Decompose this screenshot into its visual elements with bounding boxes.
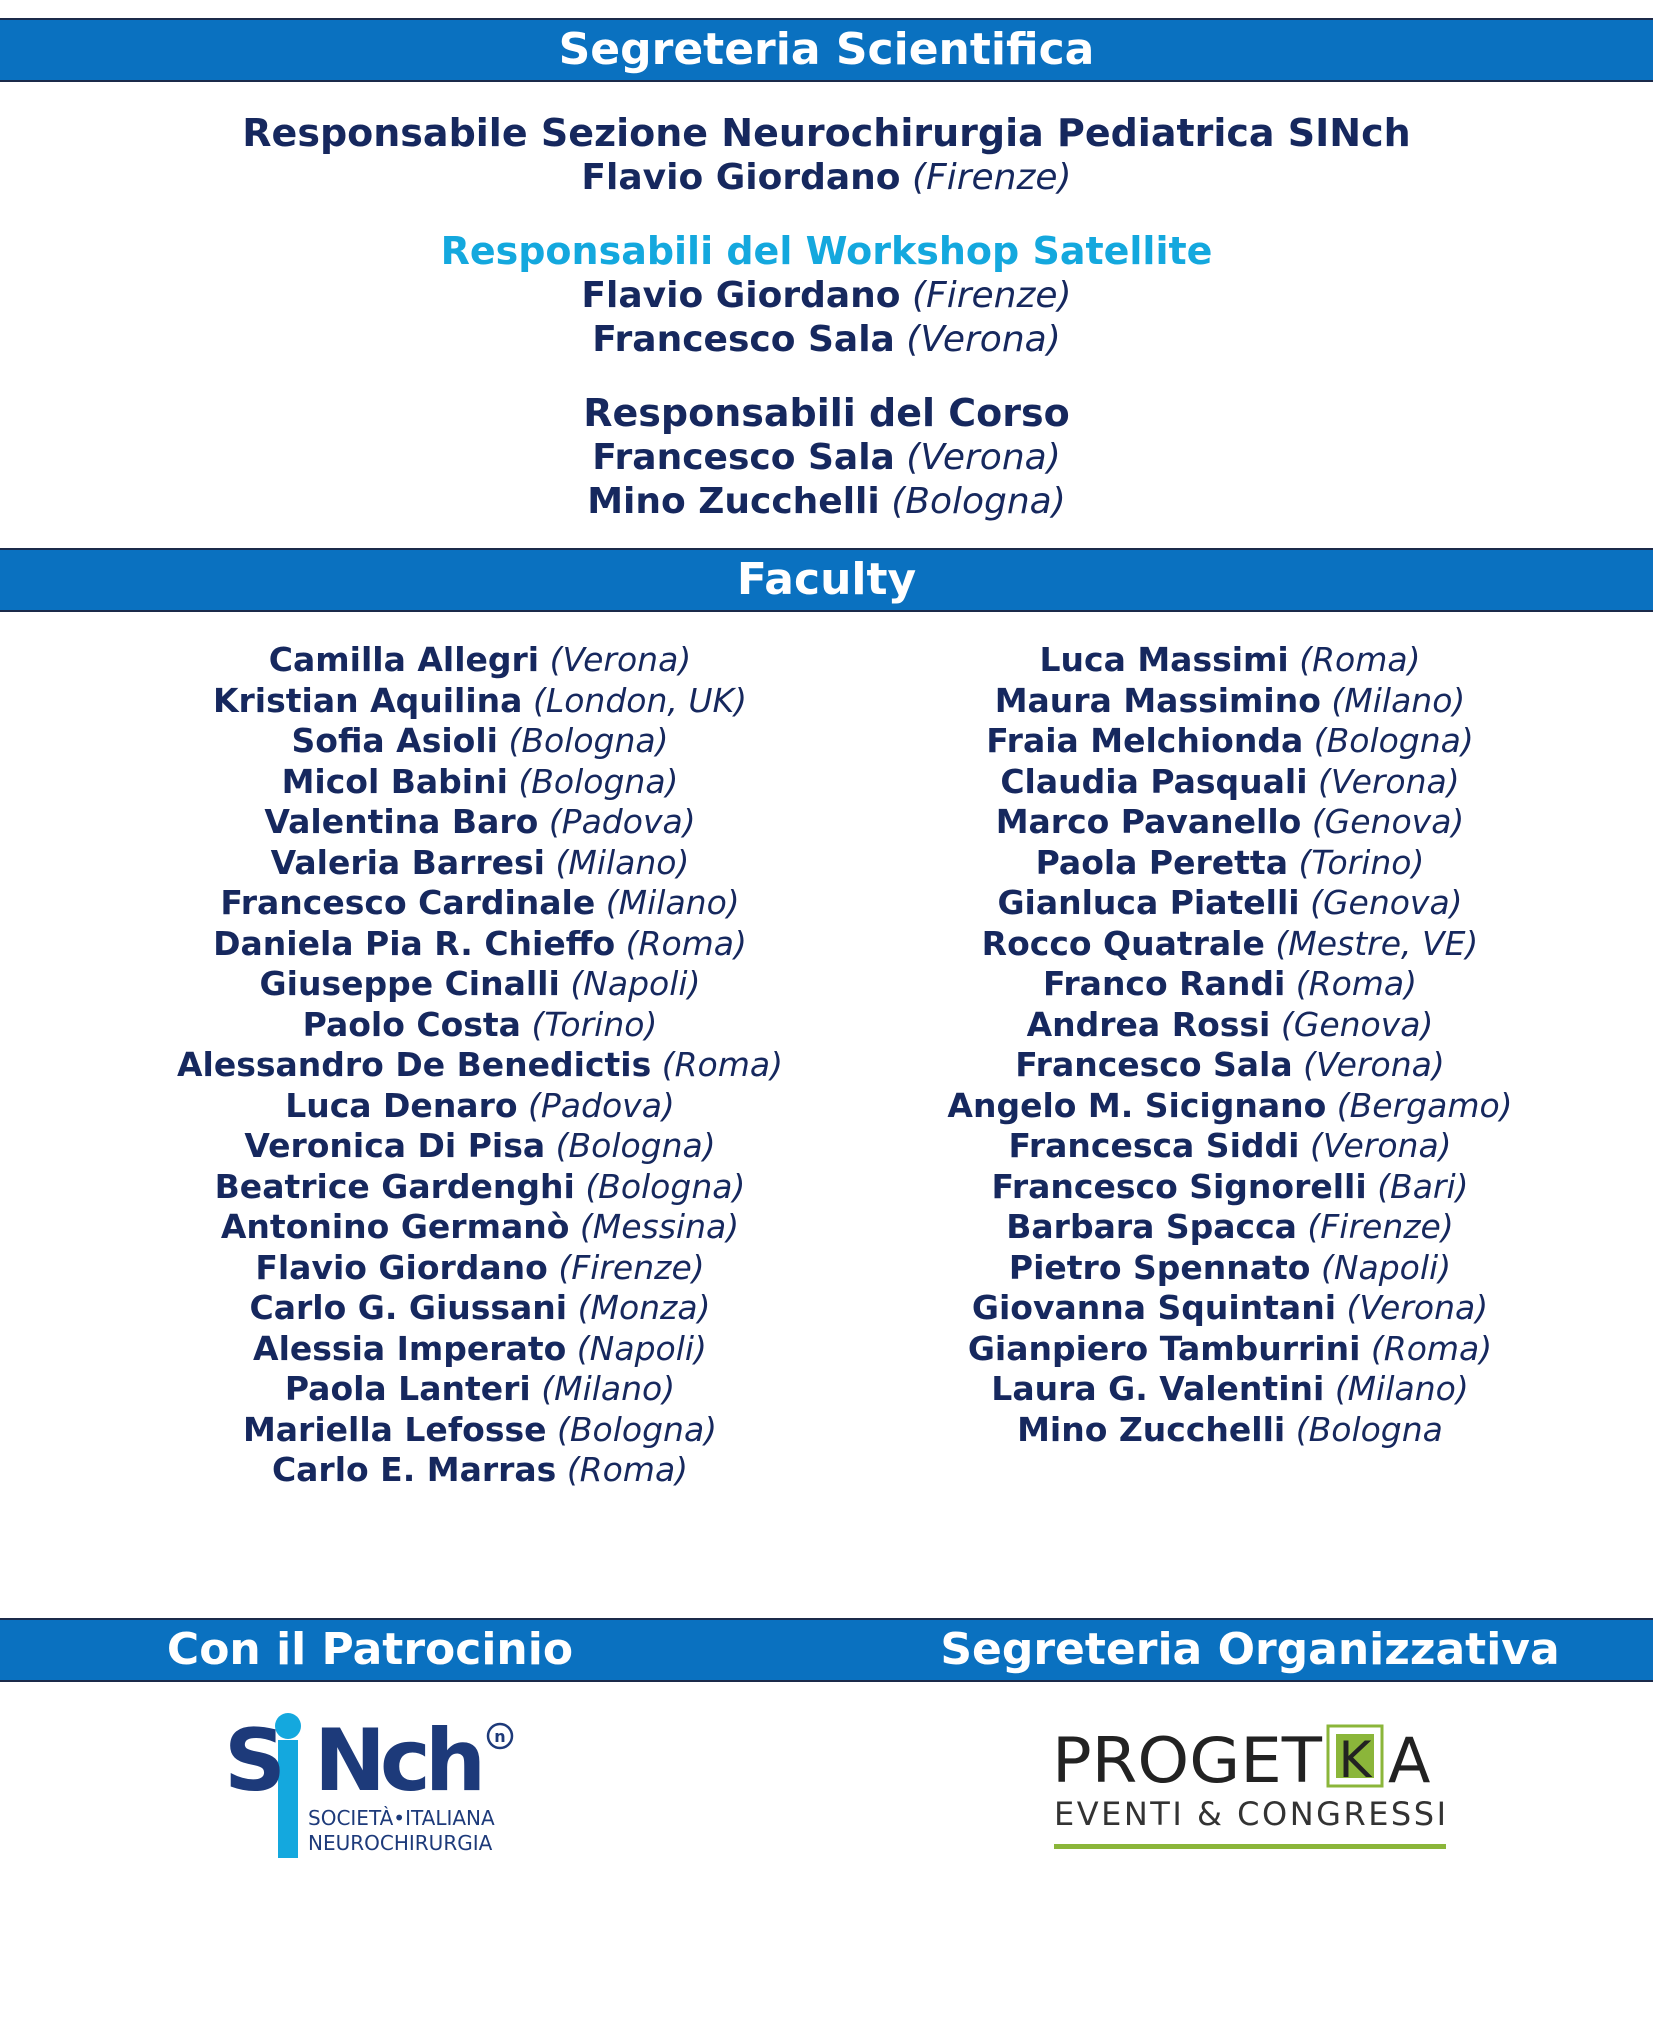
faculty-name: Kristian Aquilina [212, 680, 523, 720]
faculty-name: Maura Massimino [994, 680, 1321, 720]
faculty-name: Carlo G. Giussani [249, 1288, 568, 1327]
faculty-name: Paolo Costa [302, 1004, 521, 1044]
faculty-member [130, 883, 830, 924]
faculty-city: (Roma) [1295, 964, 1418, 1003]
faculty-name: Alessia Imperato [253, 1328, 567, 1368]
faculty-member [880, 883, 1580, 924]
faculty-city: (Roma) [1299, 640, 1421, 679]
faculty-city: (Bologna) [557, 1409, 718, 1449]
faculty-member [130, 1369, 830, 1410]
progetka-underline [1054, 1844, 1446, 1849]
faculty-city: (Bologna [1295, 1409, 1443, 1449]
person-city: (Verona) [906, 437, 1061, 478]
faculty-member [130, 1288, 830, 1329]
section-title-organizing: Segreteria Organizzativa [940, 1624, 1560, 1675]
faculty-member [880, 843, 1580, 884]
faculty-name: Paola Lanteri [284, 1369, 531, 1408]
faculty-city: (Verona) [1309, 1126, 1452, 1165]
faculty-city: (Verona) [1346, 1288, 1489, 1327]
progetka-word-right: A [1388, 1724, 1431, 1797]
person-name: Francesco Sala [592, 319, 895, 360]
faculty-member [880, 802, 1580, 843]
faculty-city: (Bologna) [585, 1166, 746, 1206]
progetka-word-left: PROGET [1052, 1724, 1324, 1797]
faculty-city: (Genova) [1280, 1004, 1434, 1044]
faculty-member [880, 1248, 1580, 1289]
faculty-city: (Torino) [1298, 842, 1425, 882]
sinch-i-bar [278, 1740, 298, 1858]
faculty-name: Carlo E. Marras [271, 1450, 557, 1489]
faculty-name: Luca Massimi [1039, 640, 1289, 679]
person-line [0, 480, 1653, 524]
faculty-name: Francesco Cardinale [220, 883, 596, 922]
faculty-city: (Roma) [625, 923, 747, 963]
faculty-name: Barbara Spacca [1006, 1207, 1297, 1246]
faculty-city: (Roma) [661, 1045, 783, 1084]
faculty-city: (Mestre, VE) [1275, 923, 1479, 963]
faculty-name: Giovanna Squintani [971, 1288, 1337, 1327]
progetka-logo-graphic [1050, 1720, 1460, 1870]
section-band-bottom [0, 1618, 1653, 1682]
section-title-scientific: Segreteria Scientifica [558, 24, 1095, 75]
faculty-city: (Roma) [1370, 1328, 1493, 1368]
faculty-member [880, 964, 1580, 1005]
faculty-member [880, 640, 1580, 681]
person-city: (Bologna) [891, 481, 1066, 522]
faculty-city: (Firenze) [558, 1247, 705, 1287]
faculty-name: Rocco Quatrale [981, 923, 1265, 963]
faculty-member [130, 802, 830, 843]
faculty-name: Laura G. Valentini [991, 1369, 1325, 1408]
person-name: Flavio Giordano [581, 275, 901, 316]
sinch-logo-graphic [220, 1700, 530, 1860]
section-title-faculty: Faculty [736, 554, 917, 605]
faculty-name: Francesco Signorelli [991, 1166, 1367, 1206]
faculty-name: Francesco Sala [1015, 1045, 1293, 1084]
progetka-logo [1050, 1720, 1460, 1870]
faculty-member [130, 640, 830, 681]
faculty-name: Pietro Spennato [1008, 1247, 1311, 1287]
faculty-city: (Bergamo) [1336, 1085, 1513, 1125]
faculty-member [130, 1450, 830, 1491]
faculty-name: Sofia Asioli [291, 721, 498, 760]
faculty-city: (Padova) [548, 802, 696, 841]
faculty-name: Giuseppe Cinalli [259, 964, 560, 1003]
scientific-block [0, 110, 1653, 524]
faculty-city: (Torino) [531, 1004, 658, 1044]
faculty-column-right [880, 640, 1580, 1450]
faculty-member [130, 1086, 830, 1127]
person-line [0, 156, 1653, 200]
faculty-member [130, 681, 830, 722]
person-line [0, 436, 1653, 480]
faculty-member [880, 1329, 1580, 1370]
faculty-name: Francesca Siddi [1008, 1126, 1300, 1165]
faculty-name: Andrea Rossi [1026, 1004, 1271, 1044]
faculty-member [880, 762, 1580, 803]
faculty-member [880, 1369, 1580, 1410]
faculty-member [880, 1410, 1580, 1451]
faculty-name: Gianluca Piatelli [997, 883, 1300, 922]
faculty-member [130, 964, 830, 1005]
faculty-city: (Milano) [1331, 680, 1466, 720]
faculty-city: (Napoli) [576, 1328, 707, 1368]
sinch-subtitle-2: NEUROCHIRURGIA [308, 1831, 493, 1855]
faculty-member [880, 1288, 1580, 1329]
faculty-city: (Genova) [1310, 883, 1463, 922]
faculty-name: Valentina Baro [264, 802, 539, 841]
faculty-name: Marco Pavanello [995, 802, 1302, 841]
head-section-responsible: Responsabile Sezione Neurochirurgia Pediatrica SINch [242, 111, 1411, 155]
faculty-member [880, 1207, 1580, 1248]
person-city: (Firenze) [911, 275, 1072, 316]
faculty-name: Luca Denaro [285, 1085, 518, 1125]
faculty-city: (Bologna) [508, 721, 669, 760]
faculty-city: (Napoli) [1320, 1247, 1452, 1287]
faculty-city: (Milano) [1334, 1369, 1469, 1408]
faculty-member [130, 1126, 830, 1167]
faculty-member [130, 1410, 830, 1451]
faculty-member [880, 1045, 1580, 1086]
faculty-member [130, 721, 830, 762]
faculty-city: (Roma) [566, 1450, 689, 1489]
faculty-city: (Genova) [1311, 802, 1465, 841]
section-band-scientific [0, 18, 1653, 82]
sinch-subtitle-1: SOCIETÀ•ITALIANA [308, 1806, 495, 1830]
faculty-member [880, 924, 1580, 965]
faculty-member [130, 1329, 830, 1370]
faculty-name: Mino Zucchelli [1017, 1409, 1286, 1449]
faculty-member [880, 1167, 1580, 1208]
faculty-name: Veronica Di Pisa [244, 1126, 546, 1165]
faculty-city: (Bari) [1377, 1166, 1469, 1206]
person-name: Mino Zucchelli [587, 481, 880, 522]
faculty-member [130, 843, 830, 884]
faculty-name: Valeria Barresi [270, 842, 545, 882]
faculty-column-left [130, 640, 830, 1491]
person-name: Flavio Giordano [581, 157, 901, 198]
faculty-city: (Verona) [549, 640, 692, 679]
faculty-name: Fraia Melchionda [986, 721, 1304, 760]
person-name: Francesco Sala [592, 437, 895, 478]
faculty-member [130, 1167, 830, 1208]
faculty-name: Claudia Pasquali [1000, 761, 1308, 801]
faculty-member [880, 1086, 1580, 1127]
person-line [0, 318, 1653, 362]
faculty-name: Micol Babini [281, 761, 508, 801]
faculty-city: (Bologna) [1313, 721, 1474, 760]
faculty-name: Alessandro De Benedictis [177, 1045, 652, 1084]
faculty-member [880, 1126, 1580, 1167]
faculty-city: (London, UK) [532, 680, 748, 720]
faculty-name: Franco Randi [1042, 964, 1286, 1003]
sinch-wordmark: S Nch [224, 1711, 481, 1811]
faculty-member [130, 762, 830, 803]
faculty-name: Daniela Pia R. Chieffo [213, 923, 616, 963]
head-workshop-responsibles: Responsabili del Workshop Satellite [440, 229, 1213, 273]
faculty-member [130, 1248, 830, 1289]
faculty-name: Mariella Lefosse [242, 1409, 547, 1449]
faculty-member [880, 721, 1580, 762]
faculty-member [880, 1005, 1580, 1046]
progetka-tagline: EVENTI & CONGRESSI [1054, 1795, 1446, 1833]
person-city: (Firenze) [911, 157, 1072, 198]
faculty-member [130, 924, 830, 965]
faculty-city: (Milano) [605, 883, 740, 922]
faculty-city: (Padova) [528, 1085, 675, 1125]
faculty-name: Angelo M. Sicignano [947, 1085, 1327, 1125]
faculty-name: Beatrice Gardenghi [214, 1166, 575, 1206]
faculty-city: (Bologna) [555, 1126, 716, 1165]
faculty-member [880, 681, 1580, 722]
faculty-member [130, 1207, 830, 1248]
faculty-member [130, 1005, 830, 1046]
registered-letter: n [494, 1727, 506, 1746]
faculty-name: Antonino Germanò [220, 1207, 570, 1246]
faculty-name: Flavio Giordano [255, 1247, 548, 1287]
faculty-city: (Napoli) [570, 964, 701, 1003]
faculty-city: (Verona) [1303, 1045, 1445, 1084]
progetka-word-k: K [1338, 1731, 1372, 1789]
faculty-city: (Verona) [1318, 761, 1460, 801]
head-course-responsibles: Responsabili del Corso [583, 391, 1070, 435]
section-title-patronage: Con il Patrocinio [166, 1624, 574, 1675]
faculty-city: (Messina) [579, 1207, 740, 1246]
section-band-faculty [0, 548, 1653, 612]
faculty-name: Camilla Allegri [268, 640, 540, 679]
faculty-name: Gianpiero Tamburrini [967, 1328, 1361, 1368]
person-line [0, 274, 1653, 318]
faculty-city: (Bologna) [518, 761, 679, 801]
sinch-logo [220, 1700, 530, 1860]
person-city: (Verona) [906, 319, 1061, 360]
faculty-city: (Firenze) [1307, 1207, 1454, 1246]
faculty-city: (Monza) [577, 1288, 711, 1327]
faculty-city: (Milano) [555, 842, 690, 882]
faculty-name: Paola Peretta [1035, 842, 1288, 882]
faculty-city: (Milano) [541, 1369, 676, 1408]
faculty-member [130, 1045, 830, 1086]
